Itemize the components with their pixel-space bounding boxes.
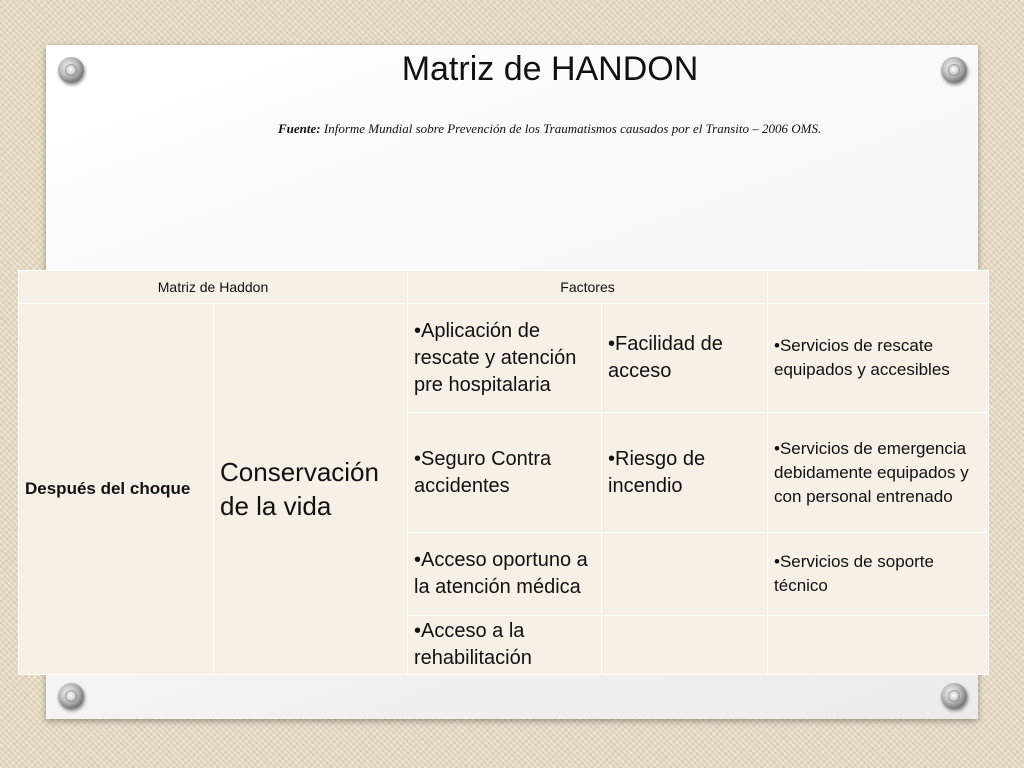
- slide-title: Matriz de HANDON: [401, 50, 699, 88]
- pin-icon: [58, 57, 84, 83]
- pin-icon: [58, 683, 84, 709]
- header-empty: [768, 271, 989, 304]
- pin-icon: [941, 683, 967, 709]
- cell-vehicle: •Facilidad de acceso: [602, 304, 768, 413]
- source-text: Informe Mundial sobre Prevención de los Traumatismos causados por el Transito – 2006 OMS.: [320, 121, 822, 136]
- cell-vehicle: [602, 533, 768, 616]
- cell-human: •Acceso oportuno a la atención médica: [408, 533, 602, 616]
- cell-human: •Aplicación de rescate y atención pre hospitalaria: [408, 304, 602, 413]
- cell-environment: •Servicios de soporte técnico: [768, 533, 989, 616]
- cell-environment: •Servicios de rescate equipados y accesibles: [768, 304, 989, 413]
- cell-human: •Seguro Contra accidentes: [408, 413, 602, 533]
- pin-icon: [941, 57, 967, 83]
- cell-environment: [768, 616, 989, 675]
- goal-cell: Conservación de la vida: [214, 304, 408, 675]
- table-row: [19, 304, 989, 413]
- haddon-matrix-table: [18, 270, 989, 675]
- source-citation: [278, 121, 978, 137]
- cell-vehicle: •Riesgo de incendio: [602, 413, 768, 533]
- header-factors: Factores: [408, 271, 768, 304]
- header-matrix: Matriz de Haddon: [19, 271, 408, 304]
- phase-cell: Después del choque: [19, 304, 214, 675]
- source-label: Fuente:: [278, 121, 321, 136]
- cell-vehicle: [602, 616, 768, 675]
- cell-human: •Acceso a la rehabilitación: [408, 616, 602, 675]
- cell-environment: •Servicios de emergencia debidamente equipados y con personal entrenado: [768, 413, 989, 533]
- table-header-row: [19, 271, 989, 304]
